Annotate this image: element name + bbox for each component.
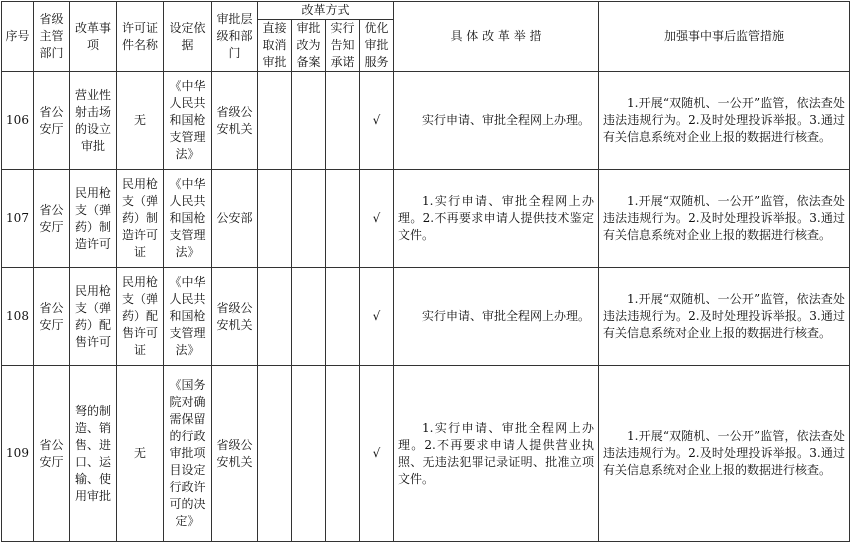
header-supervision: 加强事中事后监管措施 [599, 2, 850, 72]
cell-basis: 《国务院对确需保留的行政审批项目设定行政许可的决定》 [164, 366, 212, 542]
cell-cancel [258, 366, 292, 542]
table-row [2, 268, 850, 366]
cell-filing [292, 72, 326, 170]
cell-dept: 省公安厅 [34, 268, 70, 366]
cell-measures: 实行申请、审批全程网上办理。 [394, 268, 599, 366]
header-mode-optimize: 优化审批服务 [360, 20, 394, 72]
cell-license: 民用枪支（弹药）制造许可证 [117, 170, 164, 268]
cell-basis: 《中华人民共和国枪支管理法》 [164, 170, 212, 268]
cell-level: 省级公安机关 [212, 366, 258, 542]
cell-dept: 省公安厅 [34, 170, 70, 268]
cell-license: 无 [117, 72, 164, 170]
cell-promise [326, 366, 360, 542]
cell-item: 民用枪支（弹药）制造许可 [70, 170, 117, 268]
header-seq: 序号 [2, 2, 34, 72]
table-row [2, 366, 850, 542]
cell-seq: 107 [2, 170, 34, 268]
header-basis: 设定依据 [164, 2, 212, 72]
cell-supervision: 1.开展“双随机、一公开”监管，依法查处违法违规行为。2.及时处理投诉举报。3.通过有关信息系统对企业上报的数据进行核查。 [599, 72, 850, 170]
cell-promise [326, 170, 360, 268]
cell-cancel [258, 170, 292, 268]
cell-cancel [258, 72, 292, 170]
cell-dept: 省公安厅 [34, 72, 70, 170]
header-mode-cancel: 直接取消审批 [258, 20, 292, 72]
cell-cancel [258, 268, 292, 366]
reform-table [1, 1, 850, 542]
table-row [2, 170, 850, 268]
cell-item: 营业性射击场的设立审批 [70, 72, 117, 170]
table-row [2, 72, 850, 170]
header-dept: 省级主管部门 [34, 2, 70, 72]
cell-measures: 实行申请、审批全程网上办理。 [394, 72, 599, 170]
cell-promise [326, 72, 360, 170]
cell-level: 省级公安机关 [212, 72, 258, 170]
cell-supervision: 1.开展“双随机、一公开”监管，依法查处违法违规行为。2.及时处理投诉举报。3.通过有关信息系统对企业上报的数据进行核查。 [599, 170, 850, 268]
header-row-1 [2, 2, 850, 20]
cell-basis: 《中华人民共和国枪支管理法》 [164, 72, 212, 170]
header-item: 改革事项 [70, 2, 117, 72]
cell-item: 民用枪支（弹药）配售许可 [70, 268, 117, 366]
header-reform-mode: 改革方式 [258, 2, 394, 20]
cell-seq: 109 [2, 366, 34, 542]
header-license: 许可证件名称 [117, 2, 164, 72]
cell-basis: 《中华人民共和国枪支管理法》 [164, 268, 212, 366]
cell-seq: 108 [2, 268, 34, 366]
cell-item: 弩的制造、销售、进口、运输、使用审批 [70, 366, 117, 542]
cell-filing [292, 366, 326, 542]
cell-seq: 106 [2, 72, 34, 170]
header-mode-filing: 审批改为备案 [292, 20, 326, 72]
cell-optimize-check: √ [360, 72, 394, 170]
cell-level: 省级公安机关 [212, 268, 258, 366]
cell-level: 公安部 [212, 170, 258, 268]
cell-measures: 1.实行申请、审批全程网上办理。2.不再要求申请人提供营业执照、无违法犯罪记录证明、批准立项文件。 [394, 366, 599, 542]
cell-optimize-check: √ [360, 268, 394, 366]
cell-promise [326, 268, 360, 366]
cell-optimize-check: √ [360, 366, 394, 542]
cell-measures: 1.实行申请、审批全程网上办理。2.不再要求申请人提供技术鉴定文件。 [394, 170, 599, 268]
cell-license: 无 [117, 366, 164, 542]
cell-dept: 省公安厅 [34, 366, 70, 542]
cell-filing [292, 170, 326, 268]
cell-optimize-check: √ [360, 170, 394, 268]
cell-license: 民用枪支（弹药）配售许可证 [117, 268, 164, 366]
cell-supervision: 1.开展“双随机、一公开”监管，依法查处违法违规行为。2.及时处理投诉举报。3.通过有关信息系统对企业上报的数据进行核查。 [599, 366, 850, 542]
cell-filing [292, 268, 326, 366]
header-level: 审批层级和部门 [212, 2, 258, 72]
header-measures: 具 体 改 革 举 措 [394, 2, 599, 72]
header-mode-promise: 实行告知承诺 [326, 20, 360, 72]
cell-supervision: 1.开展“双随机、一公开”监管，依法查处违法违规行为。2.及时处理投诉举报。3.通过有关信息系统对企业上报的数据进行核查。 [599, 268, 850, 366]
